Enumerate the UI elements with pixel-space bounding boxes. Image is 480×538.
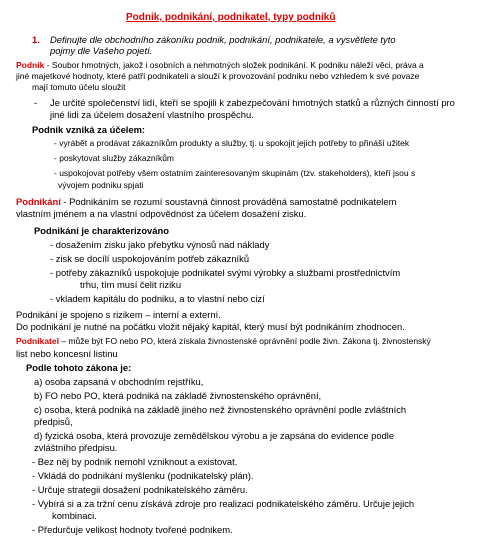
list-item-text: uspokojovat potřeby všem ostatním zainteresovaným skupinám (tzv. stakeholders), kteří jsou s: [59, 168, 416, 178]
term-podnikani: Podnikání: [16, 196, 61, 207]
paragraph: Podnikání je spojeno s rizikem – interní a externí.: [16, 309, 221, 320]
list-item: - potřeby zákazníků uspokojuje podnikatel svými výrobky a službami prostřednictvím: [50, 267, 401, 278]
list-item-text: vyrábět a prodávat zákazníkům produkty a služby, tj. u spokojit jejich potřeby to přináší užitek: [59, 138, 410, 148]
list-item-text: poskytovat služby zákazníkům: [59, 153, 175, 163]
term-podnik: Podnik: [16, 60, 45, 70]
question-number: 1.: [32, 34, 40, 45]
list-item-text: Bez něj by podnik nemohl vzniknout a existovat.: [37, 456, 238, 467]
list-item: - Vybírá si a za tržní cenu získává zdroje pro realizaci podnikatelského záměru. Určuje jejich: [32, 498, 415, 509]
list-item-text: zisk se docílí uspokojováním potřeb zákazníků: [55, 253, 250, 264]
list-item: kombinaci.: [52, 510, 97, 521]
list-item: jiné lidi za účelem dosažení vlastního prospěchu.: [50, 109, 254, 120]
list-item: - zisk se docílí uspokojováním potřeb zákazníků: [50, 253, 250, 264]
list-item-text: vkladem kapitálu do podniku, a to vlastní nebo cizí: [55, 293, 265, 304]
list-item-text: Vybírá si a za tržní cenu získává zdroje pro realizaci podnikatelského záměru. Určuje jejich: [37, 498, 415, 509]
list-item-text: Předurčuje velikost hodnoty tvořené podnikem.: [37, 524, 233, 535]
list-item: - dosažením zisku jako přebytku výnosů nad náklady: [50, 239, 270, 250]
definition-text: vlastním jménem a na vlastní odpovědnost za účelem dosažení zisku.: [16, 208, 307, 219]
list-item: - Předurčuje velikost hodnoty tvořené podnikem.: [32, 524, 233, 535]
section-heading: Podnikání je charakterizováno: [34, 225, 169, 236]
list-item-text: potřeby zákazníků uspokojuje podnikatel svými výrobky a službami prostřednictvím: [55, 267, 401, 278]
list-item: - vyrábět a prodávat zákazníkům produkty a služby, tj. u spokojit jejich potřeby to přináší užitek: [54, 138, 410, 148]
podnik-definition: [16, 60, 424, 71]
question-line: pojmy dle Vašeho pojetí.: [50, 45, 153, 56]
list-item: - Vkládá do podnikání myšlenku (podnikatelský plán).: [32, 470, 254, 481]
definition-text: mají tomuto účelu sloužit: [32, 82, 126, 92]
definition-text: - Soubor hmotných, jakož i osobních a nehmotných složek podnikání. K podniku náleží věci, práva a: [44, 60, 424, 70]
podnikani-definition: [16, 196, 396, 207]
list-item: c) osoba, která podniká na základě jiného než živnostenského oprávnění podle zvláštních: [34, 404, 407, 415]
podnikatel-definition: [16, 336, 431, 347]
list-bullet: -: [34, 97, 38, 108]
definition-text: jiné majetkové hodnoty, které patří podnikateli a slouží k provozování podniku nebo vzhledem k své povaze: [16, 71, 420, 81]
list-item: - Bez něj by podnik nemohl vzniknout a existovat.: [32, 456, 238, 467]
list-item: vývojem podniku spjati: [58, 180, 144, 190]
definition-text: – může být FO nebo PO, která získala živnostenské oprávnění podle živn. Zákona tj. živnostenský: [58, 336, 431, 346]
list-item: zvláštního předpisu.: [34, 442, 118, 453]
definition-text: list nebo koncesní listinu: [16, 348, 118, 359]
question-line: Definujte dle obchodního zákoníku podnik, podnikání, podnikatele, a vysvětlete tyto: [50, 34, 396, 45]
list-item: - poskytovat služby zákazníkům: [54, 153, 175, 163]
term-podnikatel: Podnikatel: [16, 336, 59, 346]
list-item: d) fyzická osoba, která provozuje zemědělskou výrobu a je zapsána do evidence podle: [34, 430, 395, 441]
page-title: Podnik, podnikání, podnikatel, typy podniků: [126, 12, 336, 23]
list-item-text: dosažením zisku jako přebytku výnosů nad náklady: [55, 239, 270, 250]
list-item: Je určité společenství lidí, kteří se spojili k zabezpečování hmotných statků a různých činností pro: [50, 97, 455, 108]
section-heading: Podle tohoto zákona je:: [26, 362, 132, 373]
list-item-text: Vkládá do podnikání myšlenku (podnikatelský plán).: [37, 470, 254, 481]
list-item: a) osoba zapsaná v obchodním rejstříku,: [34, 376, 204, 387]
list-item: - Určuje strategii dosažení podnikatelského záměru.: [32, 484, 248, 495]
list-item-text: Určuje strategii dosažení podnikatelského záměru.: [37, 484, 248, 495]
list-item: - vkladem kapitálu do podniku, a to vlastní nebo cizí: [50, 293, 265, 304]
section-heading: Podnik vzniká za účelem:: [32, 124, 146, 135]
paragraph: Do podnikání je nutné na počátku vložit nějaký kapitál, který musí být podnikáním zhodnocen.: [16, 321, 405, 332]
list-item: b) FO nebo PO, která podniká na základě živnostenského oprávnění,: [34, 390, 322, 401]
list-item: - uspokojovat potřeby všem ostatním zainteresovaným skupinám (tzv. stakeholders), kteří jsou s: [54, 168, 416, 178]
list-item: předpisů,: [34, 416, 73, 427]
definition-text: - Podnikáním se rozumí soustavná činnost prováděná samostatně podnikatelem: [60, 196, 397, 207]
list-item: trhu, tím musí čelit riziku: [80, 279, 182, 290]
